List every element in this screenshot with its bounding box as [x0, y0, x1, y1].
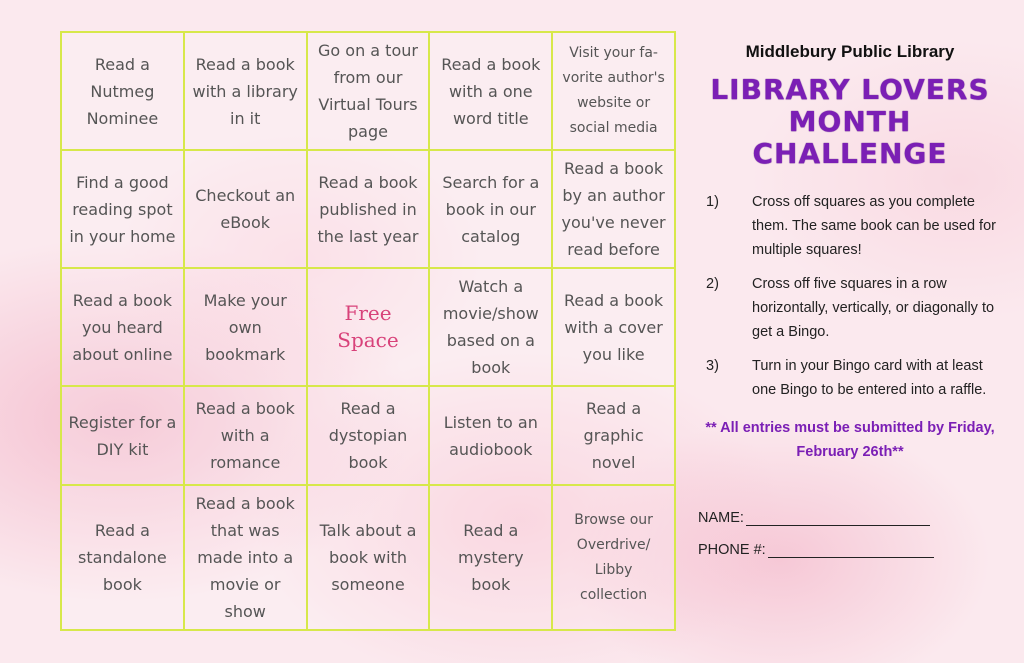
bingo-cell[interactable]: Browse our Overdrive/ Libby collection — [552, 485, 675, 630]
rules-list — [690, 190, 1010, 402]
rule-text: Cross off squares as you complete them. The same book can be used for multiple squares! — [752, 194, 996, 258]
name-field[interactable] — [698, 510, 1010, 526]
info-panel — [690, 40, 1010, 558]
rule-item — [690, 354, 1010, 402]
rule-number: 3) — [706, 358, 719, 374]
bingo-cell[interactable]: Read a Nutmeg Nominee — [61, 32, 184, 150]
bingo-cell[interactable]: Make your own bookmark — [184, 268, 307, 386]
bingo-cell[interactable]: Register for a DIY kit — [61, 386, 184, 485]
bingo-cell[interactable]: Read a book that was made into a movie or show — [184, 485, 307, 630]
bingo-cell[interactable]: Search for a book in our catalog — [429, 150, 552, 268]
bingo-cell[interactable]: Visit your fa-vorite author's website or social media — [552, 32, 675, 150]
bingo-cell[interactable]: Read a book published in the last year — [307, 150, 430, 268]
rule-text: Cross off five squares in a row horizontally, vertically, or diagonally to get a Bingo. — [752, 276, 995, 340]
bingo-cell[interactable]: Read a book by an author you've never read before — [552, 150, 675, 268]
title-line-3: CHALLENGE — [752, 137, 948, 170]
name-line[interactable] — [746, 511, 930, 526]
phone-label: PHONE #: — [698, 542, 766, 558]
rule-text: Turn in your Bingo card with at least one Bingo to be entered into a raffle. — [752, 358, 987, 398]
bingo-cell[interactable]: Read a book with a library in it — [184, 32, 307, 150]
library-name: Middlebury Public Library — [745, 42, 955, 61]
bingo-cell[interactable]: Read a graphic novel — [552, 386, 675, 485]
phone-field[interactable] — [698, 542, 1010, 558]
name-label: NAME: — [698, 510, 744, 526]
bingo-cell[interactable]: Read a book with a romance — [184, 386, 307, 485]
challenge-title — [690, 74, 1010, 170]
title-line-1: LIBRARY LOVERS — [710, 73, 990, 106]
bingo-card — [60, 31, 676, 631]
bingo-cell[interactable]: Go on a tour from our Virtual Tours page — [307, 32, 430, 150]
title-line-2: MONTH — [788, 105, 912, 138]
bingo-cell[interactable]: Read a mystery book — [429, 485, 552, 630]
bingo-cell[interactable]: Read a dystopian book — [307, 386, 430, 485]
bingo-cell[interactable]: Watch a movie/show based on a book — [429, 268, 552, 386]
bingo-cell[interactable]: Read a book with a one word title — [429, 32, 552, 150]
bingo-cell[interactable]: Find a good reading spot in your home — [61, 150, 184, 268]
free-space-cell[interactable]: Free Space — [307, 268, 430, 386]
rule-item — [690, 190, 1010, 262]
bingo-cell[interactable]: Checkout an eBook — [184, 150, 307, 268]
rule-number: 2) — [706, 276, 719, 292]
phone-line[interactable] — [768, 543, 934, 558]
rule-item — [690, 272, 1010, 344]
bingo-cell[interactable]: Talk about a book with someone — [307, 485, 430, 630]
bingo-cell[interactable]: Read a book with a cover you like — [552, 268, 675, 386]
bingo-cell[interactable]: Read a book you heard about online — [61, 268, 184, 386]
rule-number: 1) — [706, 194, 719, 210]
bingo-cell[interactable]: Listen to an audiobook — [429, 386, 552, 485]
bingo-cell[interactable]: Read a standalone book — [61, 485, 184, 630]
deadline-notice: ** All entries must be submitted by Friday, February 26th** — [705, 420, 995, 460]
